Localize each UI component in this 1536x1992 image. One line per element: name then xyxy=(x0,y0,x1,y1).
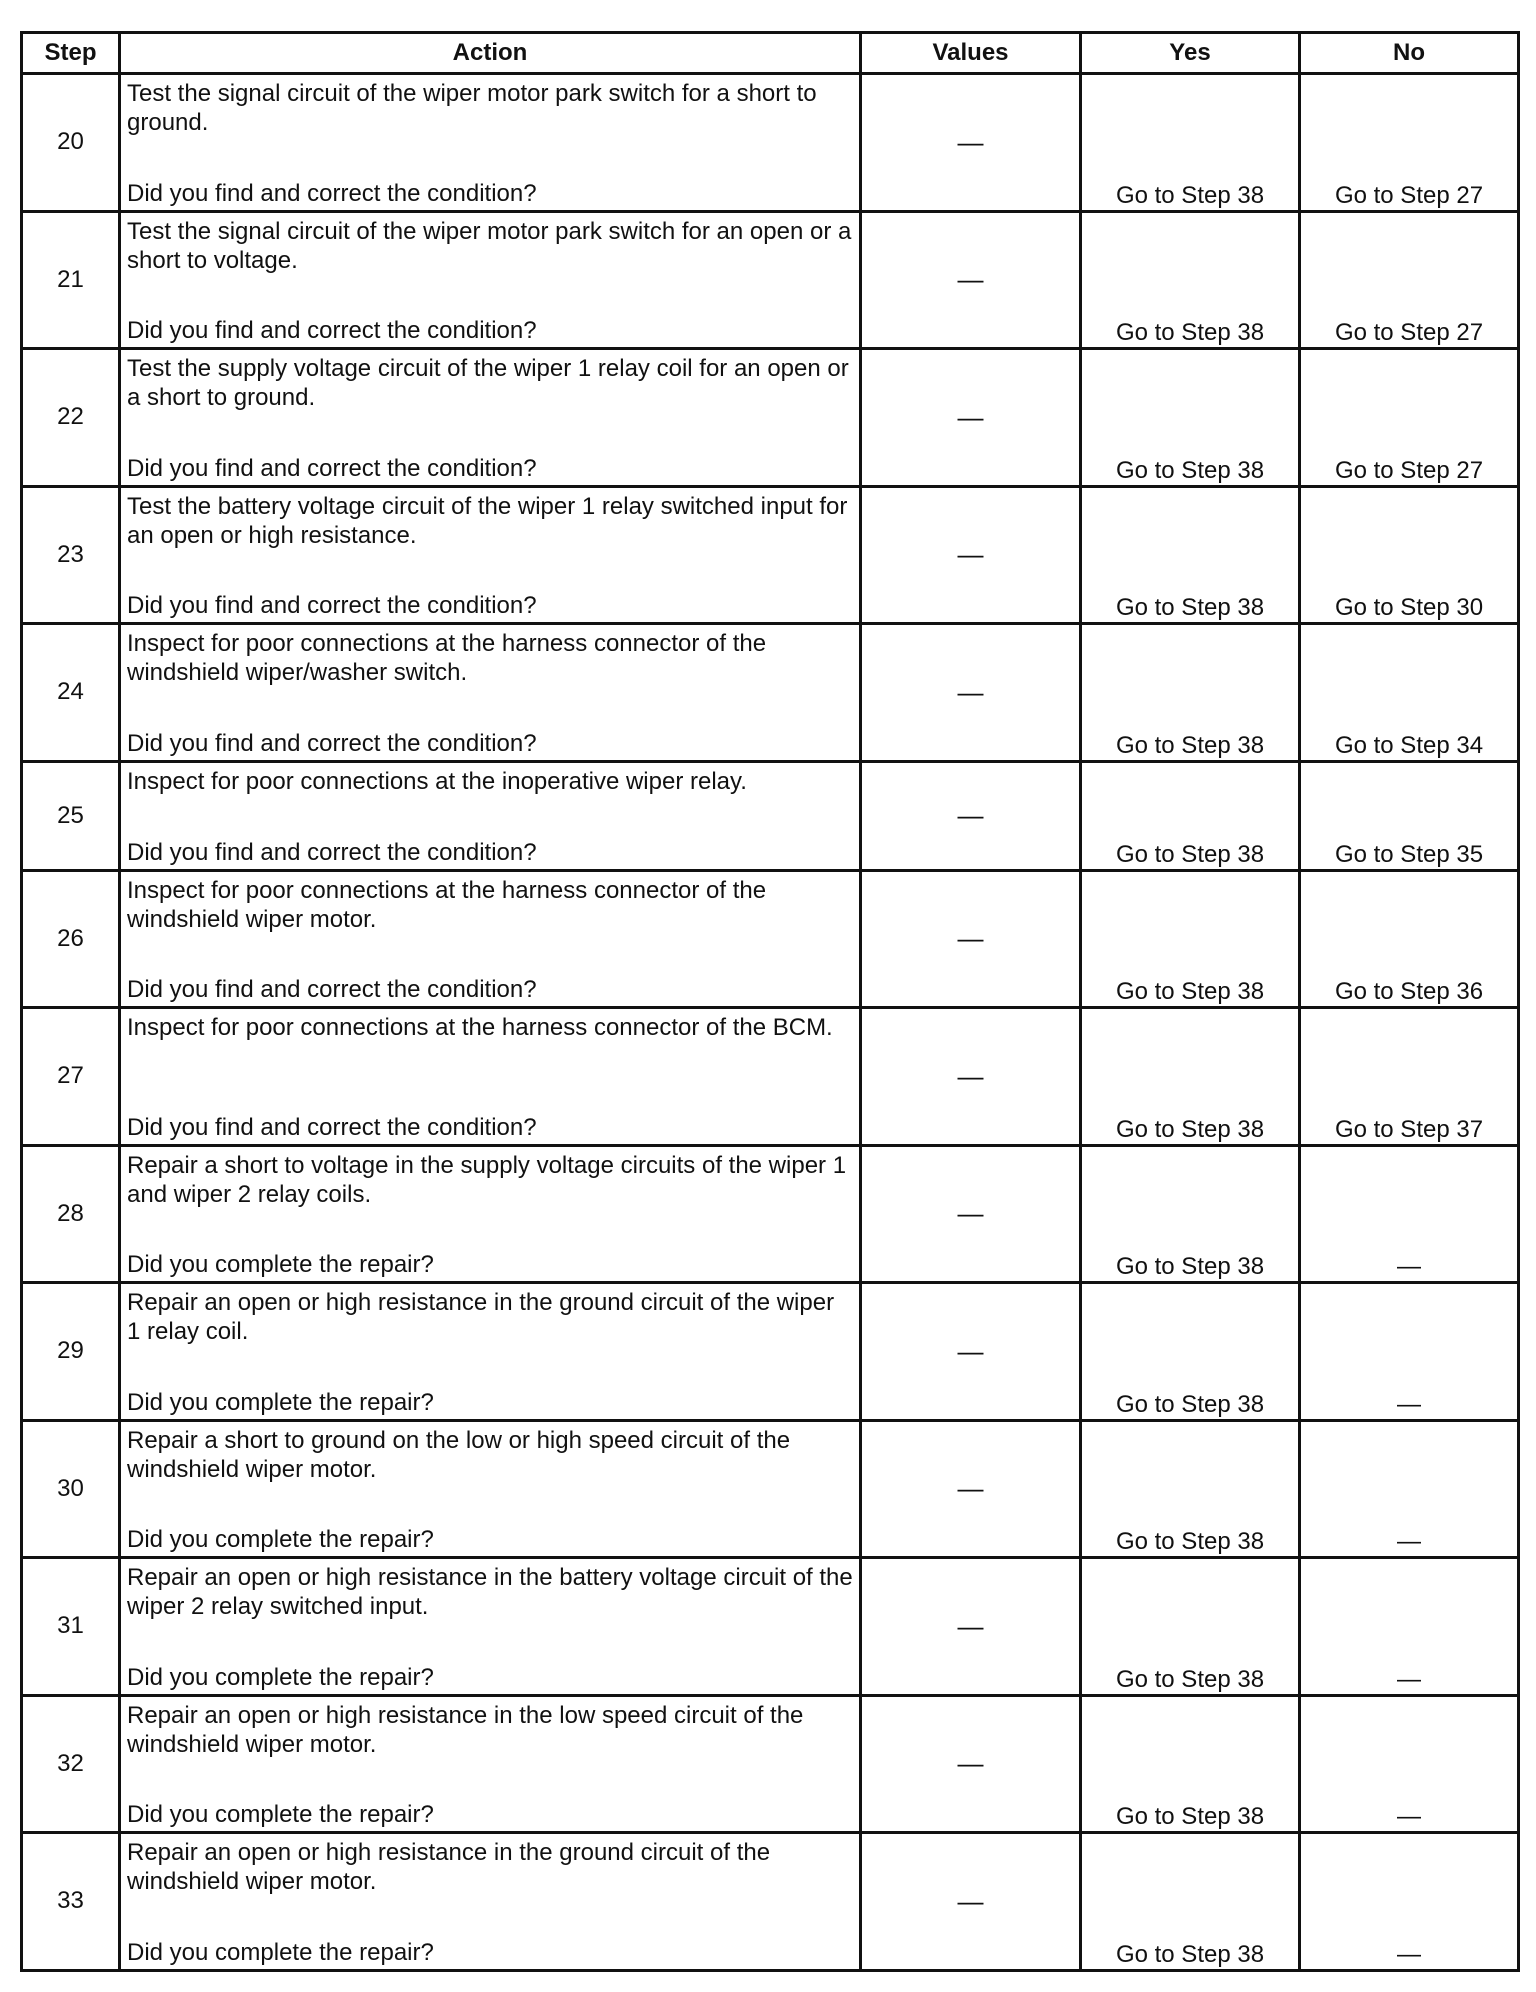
table-row xyxy=(22,1008,1519,1146)
action-text: Inspect for poor connections at the harness connector of the windshield wiper motor. xyxy=(127,876,767,933)
action-text: Test the signal circuit of the wiper motor park switch for an open or a short to voltage. xyxy=(127,217,852,274)
action-cell xyxy=(120,211,861,349)
step-number: 28 xyxy=(22,1145,120,1283)
no-cell: — xyxy=(1300,1833,1519,1971)
table-row xyxy=(22,624,1519,762)
diagnostic-steps-table xyxy=(20,31,1520,1972)
table-row xyxy=(22,761,1519,870)
header-action: Action xyxy=(120,33,861,74)
step-number: 26 xyxy=(22,870,120,1008)
action-text: Repair an open or high resistance in the battery voltage circuit of the wiper 2 relay switched input. xyxy=(127,1564,853,1620)
header-values: Values xyxy=(861,33,1081,74)
table-row xyxy=(22,1283,1519,1421)
table-row xyxy=(22,211,1519,349)
action-question: Did you find and correct the condition? xyxy=(127,317,537,344)
table-row xyxy=(22,349,1519,487)
yes-cell: Go to Step 38 xyxy=(1081,870,1300,1008)
step-number: 24 xyxy=(22,624,120,762)
action-cell xyxy=(120,761,861,870)
values-cell: — xyxy=(861,1008,1081,1146)
yes-cell: Go to Step 38 xyxy=(1081,1558,1300,1696)
no-cell: Go to Step 27 xyxy=(1300,349,1519,487)
no-cell: — xyxy=(1300,1695,1519,1833)
action-cell xyxy=(120,1833,861,1971)
header-row xyxy=(22,33,1519,74)
action-cell xyxy=(120,486,861,624)
values-cell: — xyxy=(861,1833,1081,1971)
no-cell: Go to Step 35 xyxy=(1300,761,1519,870)
action-text: Test the signal circuit of the wiper motor park switch for a short to ground. xyxy=(127,80,817,136)
values-cell: — xyxy=(861,349,1081,487)
values-cell: — xyxy=(861,624,1081,762)
values-cell: — xyxy=(861,870,1081,1008)
action-question: Did you find and correct the condition? xyxy=(127,1113,537,1141)
step-number: 23 xyxy=(22,486,120,624)
action-cell xyxy=(120,1420,861,1558)
step-number: 25 xyxy=(22,761,120,870)
no-cell: — xyxy=(1300,1420,1519,1558)
values-cell: — xyxy=(861,211,1081,349)
action-question: Did you complete the repair? xyxy=(127,1938,434,1966)
yes-cell: Go to Step 38 xyxy=(1081,624,1300,762)
yes-cell: Go to Step 38 xyxy=(1081,761,1300,870)
step-number: 22 xyxy=(22,349,120,487)
yes-cell: Go to Step 38 xyxy=(1081,349,1300,487)
no-cell: Go to Step 27 xyxy=(1300,211,1519,349)
no-cell: — xyxy=(1300,1145,1519,1283)
action-question: Did you complete the repair? xyxy=(127,1251,434,1278)
table-row xyxy=(22,1695,1519,1833)
action-cell xyxy=(120,1283,861,1421)
values-cell: — xyxy=(861,74,1081,212)
values-cell: — xyxy=(861,1558,1081,1696)
yes-cell: Go to Step 38 xyxy=(1081,486,1300,624)
values-cell: — xyxy=(861,761,1081,870)
no-cell: — xyxy=(1300,1283,1519,1421)
no-cell: Go to Step 37 xyxy=(1300,1008,1519,1146)
action-text: Repair an open or high resistance in the low speed circuit of the windshield wiper motor. xyxy=(127,1701,804,1758)
action-text: Repair an open or high resistance in the ground circuit of the windshield wiper motor. xyxy=(127,1839,771,1895)
table-row xyxy=(22,1420,1519,1558)
no-cell: Go to Step 30 xyxy=(1300,486,1519,624)
no-cell: Go to Step 34 xyxy=(1300,624,1519,762)
action-cell xyxy=(120,1695,861,1833)
values-cell: — xyxy=(861,1283,1081,1421)
action-text: Test the battery voltage circuit of the wiper 1 relay switched input for an open or high resistance. xyxy=(127,492,848,549)
values-cell: — xyxy=(861,1420,1081,1558)
table-row xyxy=(22,1145,1519,1283)
action-cell xyxy=(120,1145,861,1283)
yes-cell: Go to Step 38 xyxy=(1081,1145,1300,1283)
values-cell: — xyxy=(861,1695,1081,1833)
action-text: Repair an open or high resistance in the ground circuit of the wiper 1 relay coil. xyxy=(127,1289,835,1345)
step-number: 29 xyxy=(22,1283,120,1421)
action-cell xyxy=(120,1008,861,1146)
action-text: Repair a short to voltage in the supply voltage circuits of the wiper 1 and wiper 2 relay coils. xyxy=(127,1151,847,1208)
action-cell xyxy=(120,74,861,212)
action-question: Did you find and correct the condition? xyxy=(127,592,537,619)
no-cell: Go to Step 36 xyxy=(1300,870,1519,1008)
action-text: Inspect for poor connections at the harness connector of the BCM. xyxy=(127,1014,833,1041)
step-number: 27 xyxy=(22,1008,120,1146)
step-number: 33 xyxy=(22,1833,120,1971)
step-number: 31 xyxy=(22,1558,120,1696)
header-yes: Yes xyxy=(1081,33,1300,74)
yes-cell: Go to Step 38 xyxy=(1081,1283,1300,1421)
table-row xyxy=(22,1558,1519,1696)
action-cell xyxy=(120,349,861,487)
no-cell: — xyxy=(1300,1558,1519,1696)
step-number: 30 xyxy=(22,1420,120,1558)
step-number: 21 xyxy=(22,211,120,349)
action-question: Did you find and correct the condition? xyxy=(127,729,537,757)
yes-cell: Go to Step 38 xyxy=(1081,1833,1300,1971)
table-row xyxy=(22,1833,1519,1971)
action-question: Did you complete the repair? xyxy=(127,1388,434,1416)
step-number: 20 xyxy=(22,74,120,212)
values-cell: — xyxy=(861,1145,1081,1283)
action-text: Inspect for poor connections at the inoperative wiper relay. xyxy=(127,767,747,795)
header-step: Step xyxy=(22,33,120,74)
no-cell: Go to Step 27 xyxy=(1300,74,1519,212)
action-text: Repair a short to ground on the low or high speed circuit of the windshield wiper motor. xyxy=(127,1426,791,1483)
yes-cell: Go to Step 38 xyxy=(1081,1008,1300,1146)
action-cell xyxy=(120,1558,861,1696)
yes-cell: Go to Step 38 xyxy=(1081,74,1300,212)
action-text: Test the supply voltage circuit of the wiper 1 relay coil for an open or a short to ground. xyxy=(127,355,849,411)
yes-cell: Go to Step 38 xyxy=(1081,1420,1300,1558)
yes-cell: Go to Step 38 xyxy=(1081,1695,1300,1833)
table-row xyxy=(22,870,1519,1008)
table-row xyxy=(22,74,1519,212)
step-number: 32 xyxy=(22,1695,120,1833)
action-text: Inspect for poor connections at the harness connector of the windshield wiper/washer switch. xyxy=(127,630,767,686)
action-cell xyxy=(120,624,861,762)
action-question: Did you find and correct the condition? xyxy=(127,179,537,207)
action-question: Did you complete the repair? xyxy=(127,1663,434,1691)
action-question: Did you complete the repair? xyxy=(127,1526,434,1553)
action-question: Did you complete the repair? xyxy=(127,1801,434,1828)
header-no: No xyxy=(1300,33,1519,74)
yes-cell: Go to Step 38 xyxy=(1081,211,1300,349)
values-cell: — xyxy=(861,486,1081,624)
table-row xyxy=(22,486,1519,624)
action-question: Did you find and correct the condition? xyxy=(127,976,537,1003)
action-question: Did you find and correct the condition? xyxy=(127,454,537,482)
action-question: Did you find and correct the condition? xyxy=(127,838,537,866)
action-cell xyxy=(120,870,861,1008)
